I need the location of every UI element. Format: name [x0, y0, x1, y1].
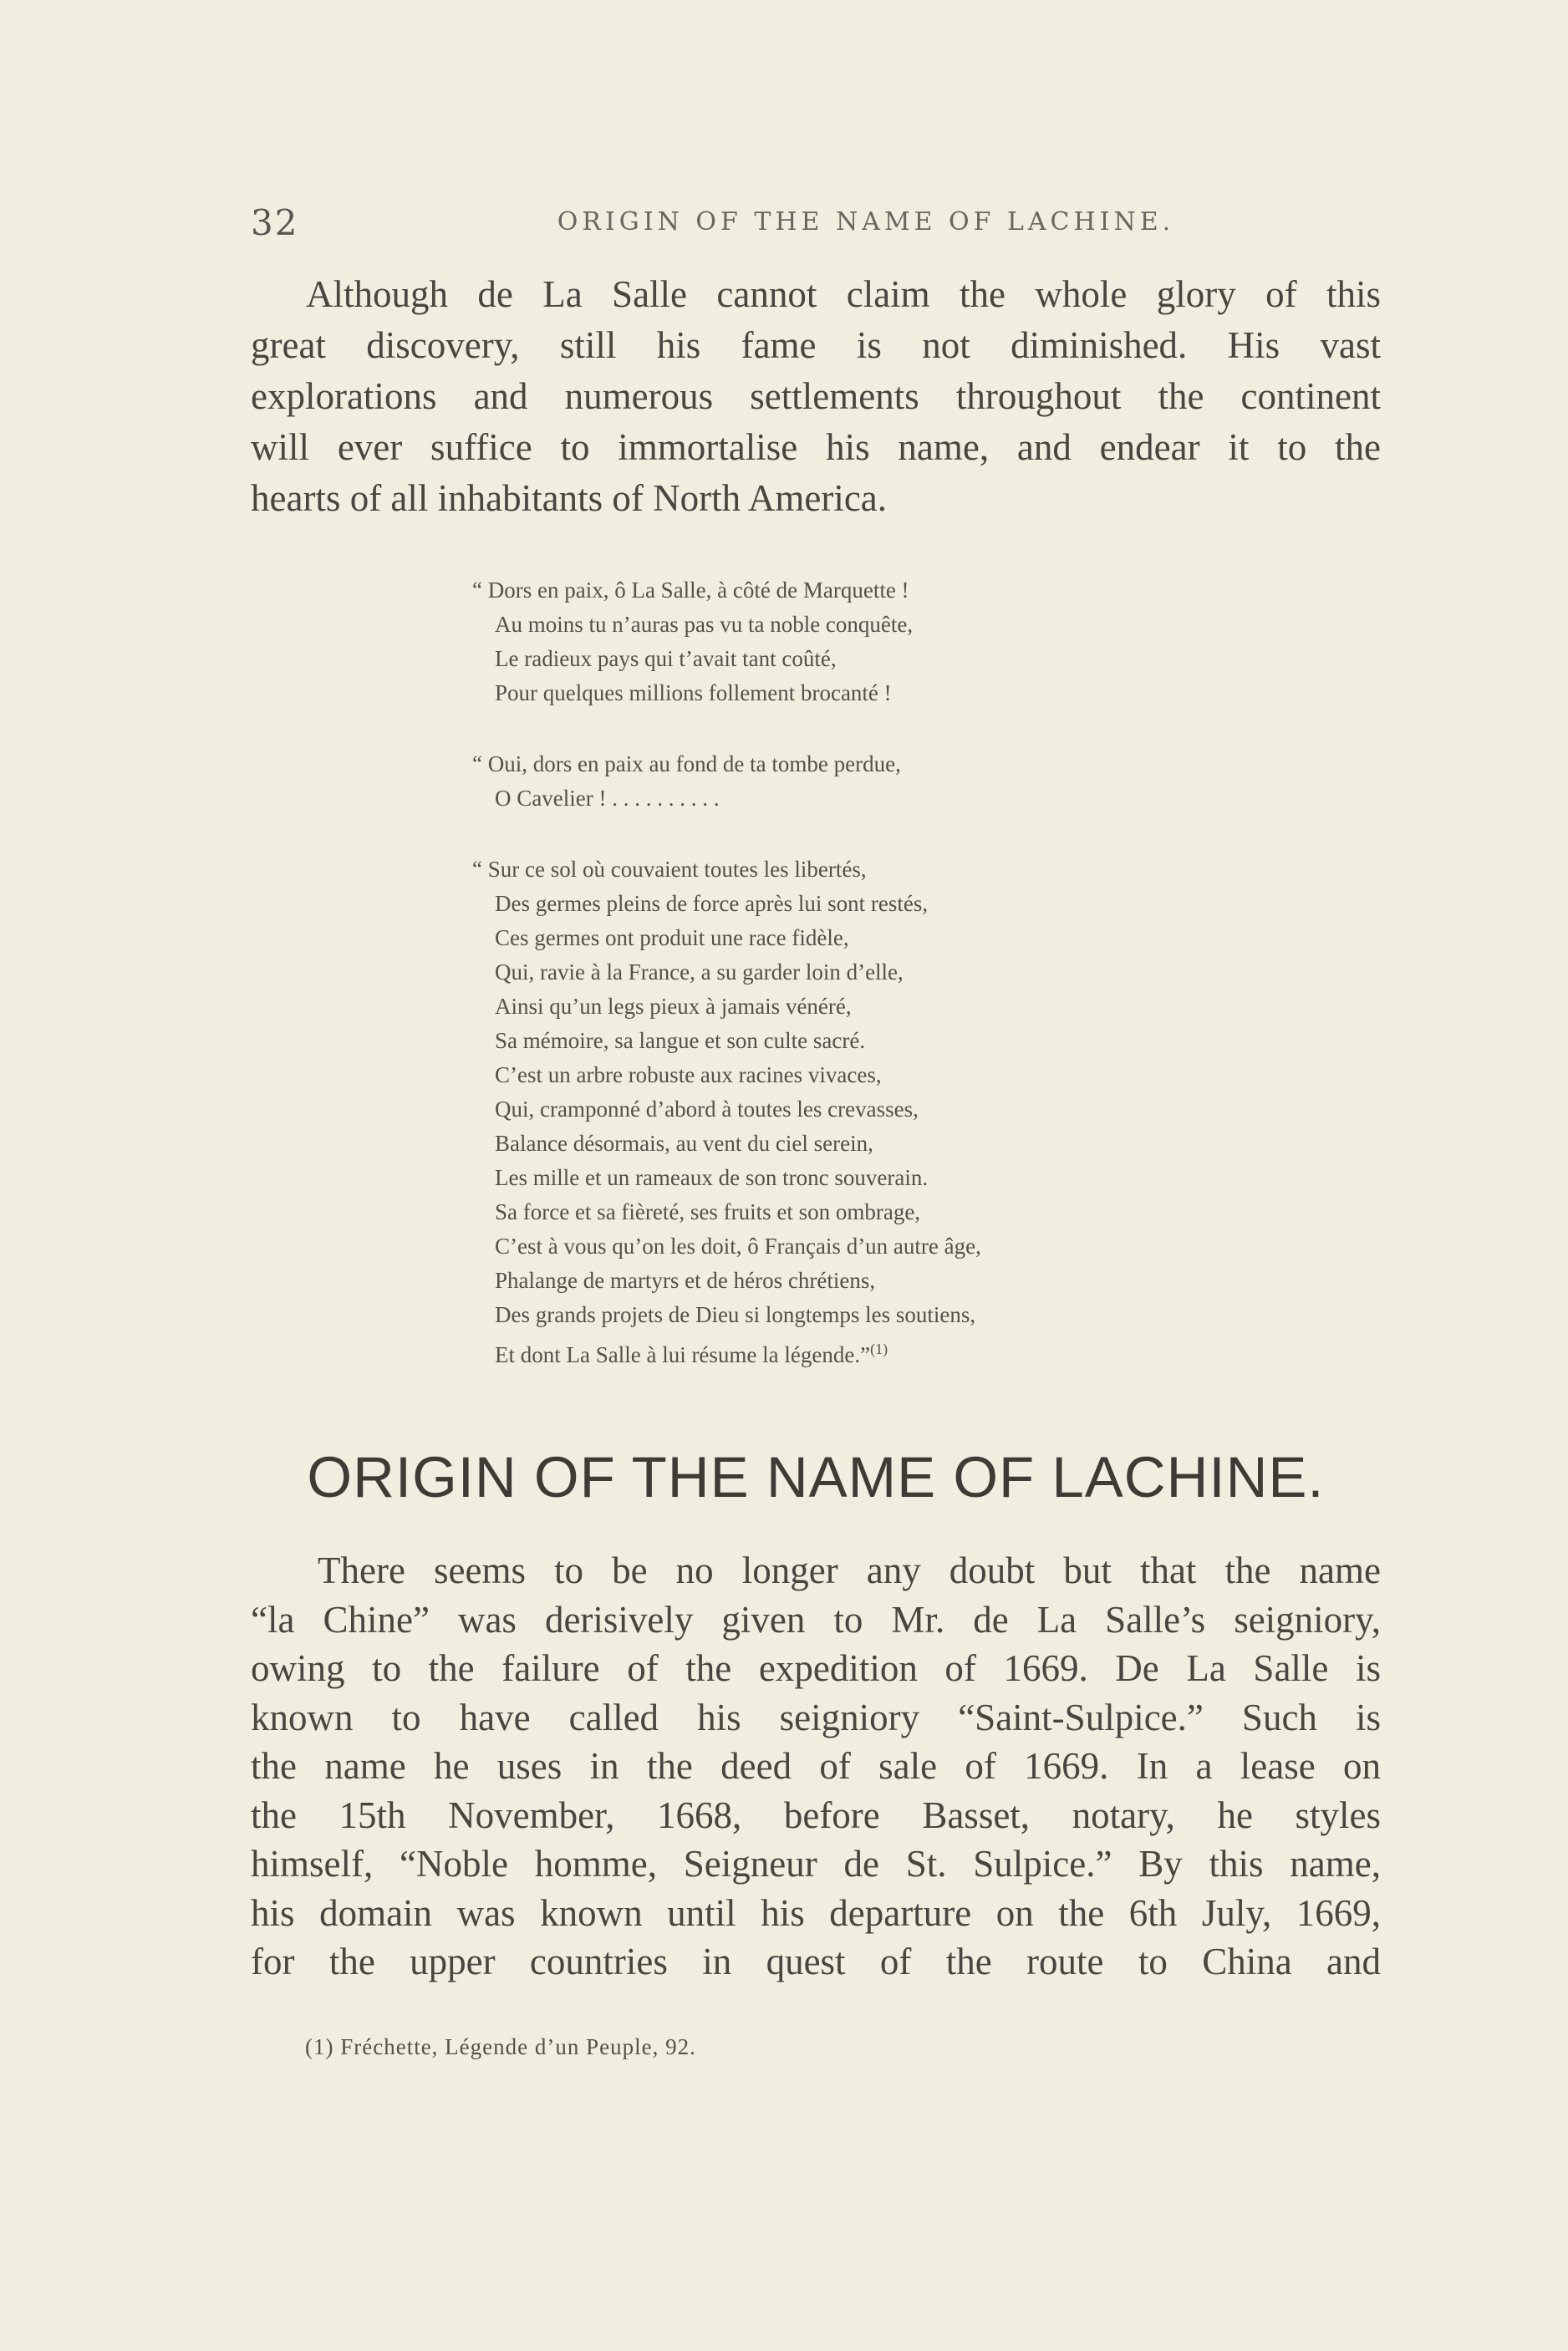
- paragraph-line: will ever suffice to immortalise his name, and endear it to the: [251, 426, 1381, 468]
- footnote: (1) Fréchette, Légende d’un Peuple, 92.: [305, 2034, 696, 2059]
- paragraph-line: “la Chine” was derisively given to Mr. de La Salle’s seigniory,: [251, 1598, 1381, 1641]
- poem-verse: Les mille et un rameaux de son tronc souverain.: [495, 1165, 929, 1190]
- paragraph-line: hearts of all inhabitants of North America.: [251, 477, 888, 519]
- paragraph-line: the name he uses in the deed of sale of 1669. In a lease on: [251, 1745, 1381, 1787]
- body-paragraph: [251, 1546, 1381, 1987]
- paragraph-line: Although de La Salle cannot claim the whole glory of this: [306, 273, 1381, 315]
- poem-verse: Sa force et sa fièreté, ses fruits et son ombrage,: [495, 1199, 921, 1224]
- paragraph-line: for the upper countries in quest of the route to China and: [251, 1941, 1381, 1982]
- footnote-reference: (1): [870, 1341, 888, 1357]
- poem-stanza: [472, 747, 1158, 816]
- page-number: 32: [251, 202, 299, 243]
- poem-verse: Des germes pleins de force après lui sont restés,: [495, 891, 929, 916]
- paragraph-line: explorations and numerous settlements throughout the continent: [251, 375, 1381, 417]
- poem-verse: Pour quelques millions follement brocanté !: [495, 680, 892, 705]
- poem-stanza: [472, 573, 1158, 710]
- paragraph-line: the 15th November, 1668, before Basset, notary, he styles: [251, 1794, 1381, 1836]
- paragraph-line: great discovery, still his fame is not diminished. His vast: [251, 324, 1381, 366]
- poem-last-verse-text: Et dont La Salle à lui résume la légende.”: [495, 1342, 871, 1367]
- section-heading: ORIGIN OF THE NAME OF LACHINE.: [307, 1445, 1325, 1509]
- poem-quotation: [472, 573, 1158, 1409]
- poem-verse: C’est un arbre robuste aux racines vivaces,: [495, 1062, 882, 1087]
- poem-verse: “ Sur ce sol où couvaient toutes les libertés,: [472, 857, 867, 882]
- poem-verse: O Cavelier ! . . . . . . . . . .: [495, 786, 720, 811]
- paragraph-line: himself, “Noble homme, Seigneur de St. Sulpice.” By this name,: [251, 1843, 1381, 1885]
- poem-verse: “ Oui, dors en paix au fond de ta tombe perdue,: [472, 751, 901, 776]
- paragraph-line: his domain was known until his departure on the 6th July, 1669,: [251, 1891, 1381, 1934]
- paragraph-line: There seems to be no longer any doubt but that the name: [318, 1550, 1381, 1591]
- paragraph-line: known to have called his seigniory “Saint-Sulpice.” Such is: [251, 1696, 1381, 1738]
- poem-verse: Ainsi qu’un legs pieux à jamais vénéré,: [495, 994, 852, 1019]
- poem-verse: Ces germes ont produit une race fidèle,: [495, 925, 849, 950]
- poem-verse: Phalange de martyrs et de héros chrétiens,: [495, 1268, 876, 1293]
- poem-stanza: [472, 852, 1158, 1372]
- poem-verse: C’est à vous qu’on les doit, ô Français d’un autre âge,: [495, 1234, 981, 1259]
- poem-verse: Qui, ravie à la France, a su garder loin d’elle,: [495, 959, 904, 985]
- poem-verse-last: [472, 1332, 1158, 1372]
- poem-verse: Au moins tu n’auras pas vu ta noble conquête,: [495, 612, 914, 637]
- poem-verse: “ Dors en paix, ô La Salle, à côté de Marquette !: [472, 578, 909, 603]
- poem-verse: Qui, cramponné d’abord à toutes les crevasses,: [495, 1097, 919, 1122]
- poem-verse: Balance désormais, au vent du ciel serein,: [495, 1131, 873, 1156]
- intro-paragraph: [251, 269, 1381, 524]
- poem-verse: Sa mémoire, sa langue et son culte sacré.: [495, 1028, 866, 1053]
- poem-verse: Le radieux pays qui t’avait tant coûté,: [495, 646, 837, 671]
- poem-verse: Des grands projets de Dieu si longtemps les soutiens,: [495, 1302, 976, 1327]
- running-head: ORIGIN OF THE NAME OF LACHINE.: [557, 207, 1175, 237]
- paragraph-line: owing to the failure of the expedition of 1669. De La Salle is: [251, 1647, 1381, 1689]
